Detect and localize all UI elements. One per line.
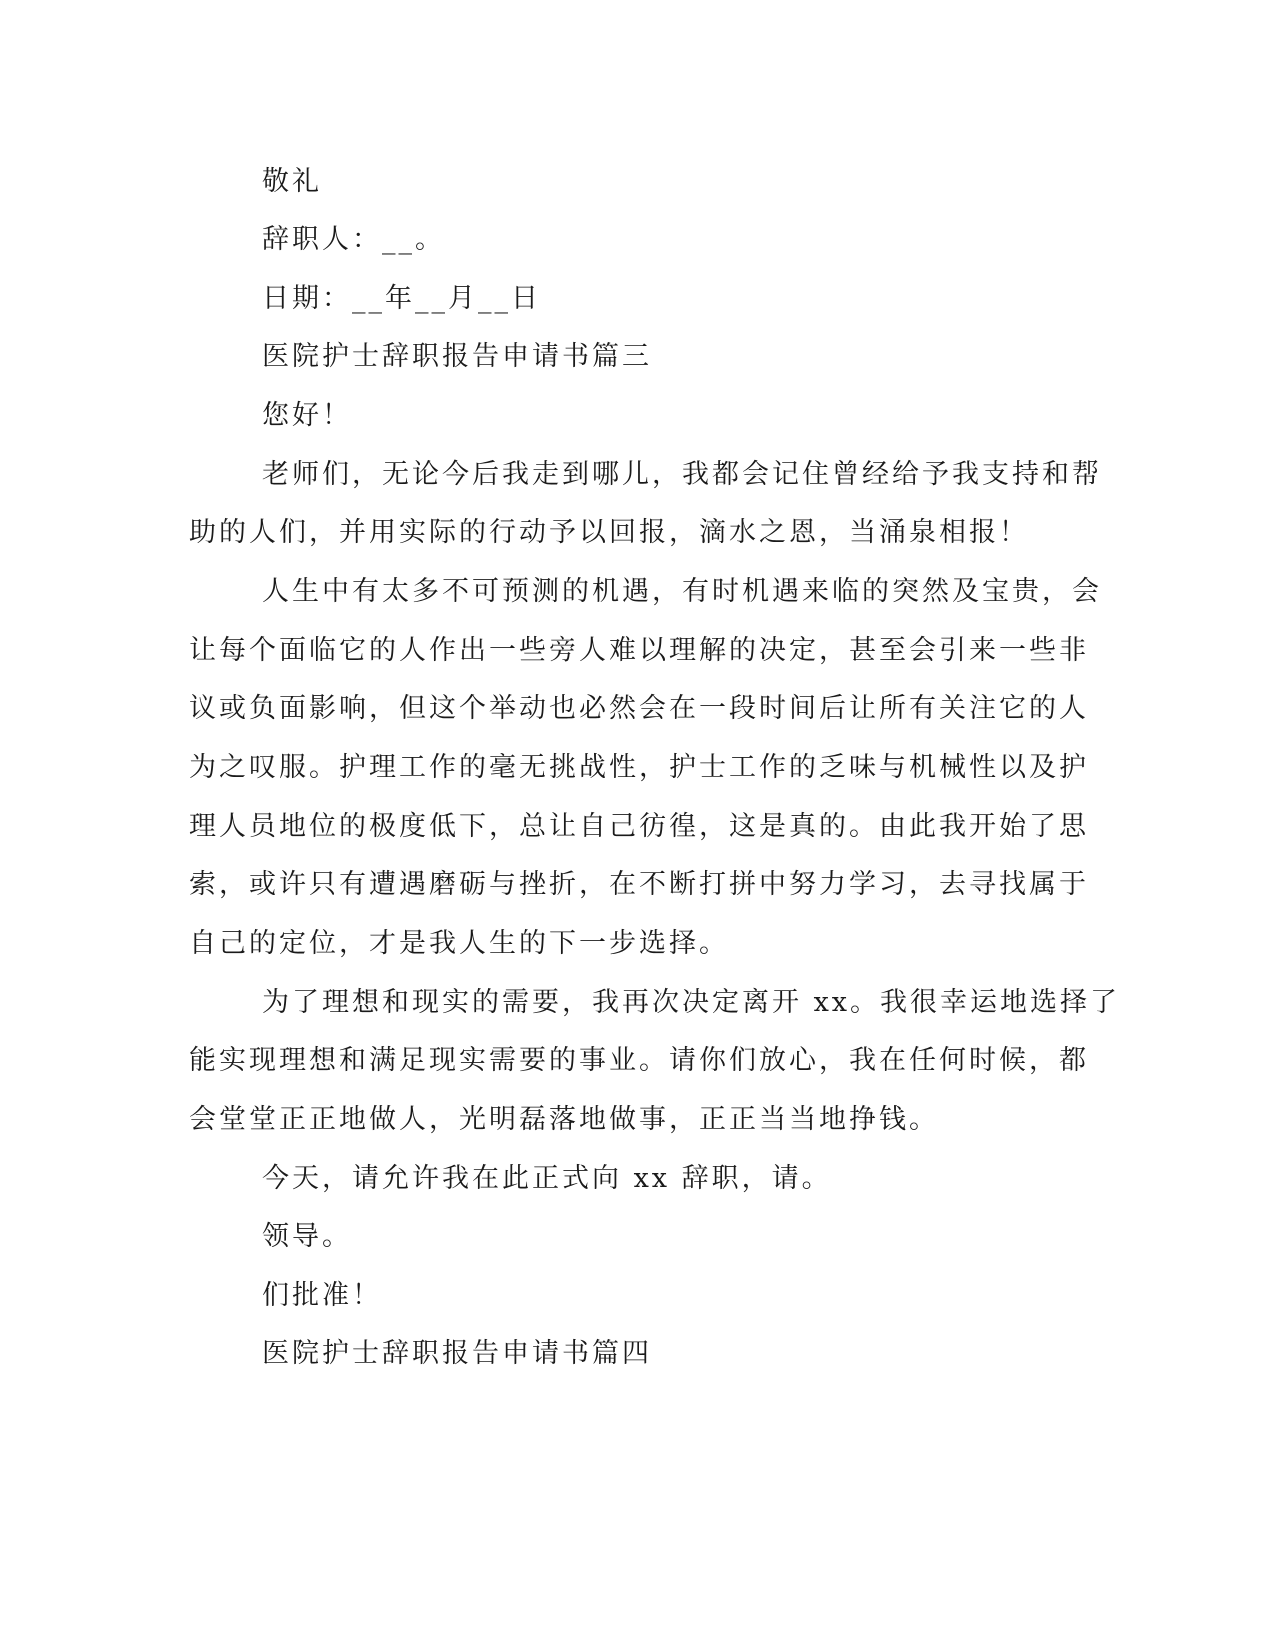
closing-text: 敬礼	[262, 166, 322, 197]
paragraph-1-line: 老师们，无论今后我走到哪儿，我都会记住曾经给予我支持和帮	[262, 459, 1102, 490]
paragraph-2-line: 让每个面临它的人作出一些旁人难以理解的决定，甚至会引来一些非	[189, 635, 1089, 666]
signature-line: 辞职人：__。	[262, 224, 445, 255]
paragraph-4: 今天，请允许我在此正式向 xx 辞职，请。	[262, 1163, 832, 1194]
paragraph-1-line: 助的人们，并用实际的行动予以回报，滴水之恩，当涌泉相报！	[189, 517, 1029, 548]
paragraph-3-line: 会堂堂正正地做人，光明磊落地做事，正正当当地挣钱。	[189, 1104, 939, 1135]
greeting-text: 您好！	[262, 400, 352, 431]
paragraph-3-line: 为了理想和现实的需要，我再次决定离开 xx。我很幸运地选择了	[262, 987, 1121, 1018]
paragraph-2-line: 为之叹服。护理工作的毫无挑战性，护士工作的乏味与机械性以及护	[189, 752, 1089, 783]
section-heading-4: 医院护士辞职报告申请书篇四	[262, 1338, 652, 1369]
section-heading-3: 医院护士辞职报告申请书篇三	[262, 341, 652, 372]
date-line: 日期：__年__月__日	[262, 283, 541, 314]
paragraph-2-line: 自己的定位，才是我人生的下一步选择。	[189, 928, 729, 959]
paragraph-2-line: 人生中有太多不可预测的机遇，有时机遇来临的突然及宝贵，会	[262, 576, 1102, 607]
paragraph-3-line: 能实现理想和满足现实需要的事业。请你们放心，我在任何时候，都	[189, 1045, 1089, 1076]
paragraph-5: 领导。	[262, 1221, 352, 1252]
paragraph-2-line: 索，或许只有遭遇磨砺与挫折，在不断打拼中努力学习，去寻找属于	[189, 869, 1089, 900]
paragraph-2-line: 理人员地位的极度低下，总让自己彷徨，这是真的。由此我开始了思	[189, 811, 1089, 842]
paragraph-2-line: 议或负面影响，但这个举动也必然会在一段时间后让所有关注它的人	[189, 693, 1089, 724]
paragraph-6: 们批准！	[262, 1280, 382, 1311]
